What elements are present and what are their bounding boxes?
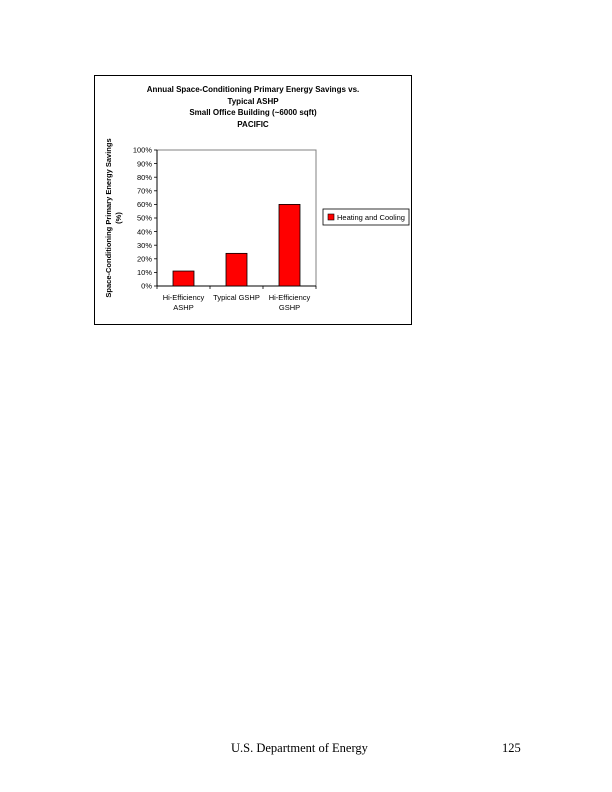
chart-title-line: Typical ASHP — [227, 96, 279, 106]
bar-chart — [95, 76, 413, 326]
y-tick-label: 80% — [136, 172, 152, 182]
y-tick-label: 60% — [136, 200, 152, 210]
x-tick-label: Typical GSHP — [213, 293, 260, 302]
y-tick-label: 40% — [136, 227, 152, 237]
chart-title-line: Small Office Building (~6000 sqft) — [189, 108, 317, 117]
x-tick-label: GSHP — [278, 303, 301, 312]
y-tick-label: 50% — [136, 213, 152, 223]
y-axis-title: (%) — [114, 212, 123, 224]
legend-label: Heating and Cooling — [337, 212, 405, 222]
y-tick-label: 100% — [132, 145, 152, 155]
chart-title-line: Annual Space-Conditioning Primary Energy Savings vs. — [146, 85, 360, 94]
y-axis-title: Space-Conditioning Primary Energy Savings — [104, 138, 113, 298]
y-tick-label: 70% — [136, 186, 152, 196]
x-tick-label: Hi-Efficiency — [268, 293, 311, 302]
bar — [279, 204, 300, 286]
y-tick-label: 10% — [136, 268, 152, 278]
bar — [226, 253, 247, 286]
y-tick-label: 20% — [136, 254, 152, 264]
bar — [173, 271, 194, 286]
footer-publisher: U.S. Department of Energy — [231, 741, 368, 755]
chart-frame — [94, 75, 412, 325]
page-number: 125 — [502, 741, 521, 755]
y-tick-label: 0% — [141, 281, 152, 291]
legend-swatch — [328, 214, 334, 220]
x-tick-label: Hi-Efficiency — [162, 293, 205, 302]
y-tick-label: 90% — [136, 159, 152, 169]
chart-title-line: PACIFIC — [237, 119, 269, 129]
y-tick-label: 30% — [136, 240, 152, 250]
x-tick-label: ASHP — [173, 303, 194, 312]
